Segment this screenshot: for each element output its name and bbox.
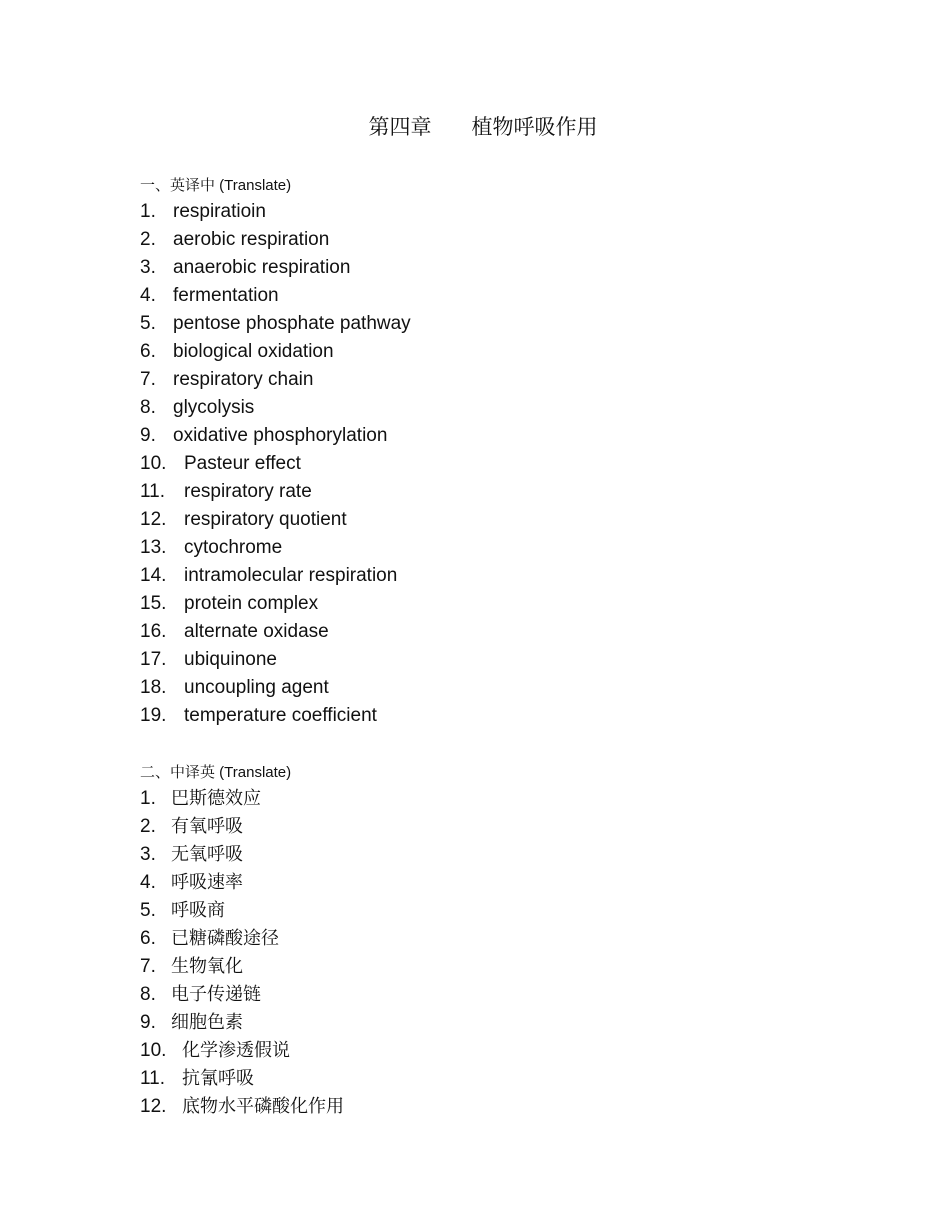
term-list xyxy=(140,785,840,1121)
item-term: aerobic respiration xyxy=(173,229,330,250)
item-number: 19. xyxy=(140,705,167,726)
item-number: 16. xyxy=(140,621,167,642)
list-item xyxy=(140,478,840,506)
item-term: oxidative phosphorylation xyxy=(173,425,388,446)
item-number: 14. xyxy=(140,565,167,586)
list-item xyxy=(140,702,840,730)
item-number: 11. xyxy=(140,1068,166,1089)
list-item xyxy=(140,590,840,618)
list-item xyxy=(140,953,840,981)
item-term: 电子传递链 xyxy=(171,984,261,1005)
section-heading-prefix: 一、英译中 xyxy=(140,176,216,194)
item-term: 巴斯德效应 xyxy=(171,788,261,809)
list-item xyxy=(140,841,840,869)
item-number: 4. xyxy=(140,872,156,893)
list-item xyxy=(140,1065,840,1093)
item-number: 5. xyxy=(140,900,156,921)
list-item xyxy=(140,422,840,450)
list-item xyxy=(140,618,840,646)
item-number: 7. xyxy=(140,956,156,977)
item-number: 10. xyxy=(140,1040,167,1061)
item-number: 5. xyxy=(140,313,156,334)
item-term: temperature coefficient xyxy=(184,705,377,726)
item-term: respiratioin xyxy=(173,201,266,222)
item-term: respiratory quotient xyxy=(184,509,347,530)
list-item xyxy=(140,1009,840,1037)
item-number: 11. xyxy=(140,481,166,502)
item-term: biological oxidation xyxy=(173,341,334,362)
item-number: 8. xyxy=(140,984,156,1005)
item-term: 无氧呼吸 xyxy=(171,844,243,865)
list-item xyxy=(140,925,840,953)
item-term: cytochrome xyxy=(184,537,283,558)
list-item xyxy=(140,869,840,897)
item-term: fermentation xyxy=(173,285,279,306)
item-number: 13. xyxy=(140,537,167,558)
item-number: 2. xyxy=(140,816,156,837)
list-item xyxy=(140,450,840,478)
list-item xyxy=(140,366,840,394)
item-number: 1. xyxy=(140,788,156,809)
list-item xyxy=(140,310,840,338)
list-item xyxy=(140,785,840,813)
page-title: 第四章 植物呼吸作用 xyxy=(368,115,598,139)
list-item xyxy=(140,981,840,1009)
item-term: pentose phosphate pathway xyxy=(173,313,411,334)
list-item xyxy=(140,646,840,674)
list-item xyxy=(140,198,840,226)
list-item xyxy=(140,897,840,925)
item-term: intramolecular respiration xyxy=(184,565,398,586)
item-number: 17. xyxy=(140,649,167,670)
item-term: 化学渗透假说 xyxy=(182,1040,290,1061)
item-number: 1. xyxy=(140,201,156,222)
item-term: 生物氧化 xyxy=(171,956,243,977)
list-item xyxy=(140,1037,840,1065)
section-heading xyxy=(140,175,840,195)
list-item xyxy=(140,1093,840,1121)
list-item xyxy=(140,674,840,702)
section-english-to-chinese xyxy=(140,175,840,730)
item-number: 15. xyxy=(140,593,167,614)
item-number: 18. xyxy=(140,677,167,698)
list-item xyxy=(140,562,840,590)
item-number: 2. xyxy=(140,229,156,250)
item-term: glycolysis xyxy=(173,397,255,418)
list-item xyxy=(140,254,840,282)
list-item xyxy=(140,813,840,841)
item-term: 底物水平磷酸化作用 xyxy=(182,1096,344,1117)
item-number: 7. xyxy=(140,369,156,390)
item-number: 8. xyxy=(140,397,156,418)
item-term: ubiquinone xyxy=(184,649,277,670)
item-term: respiratory chain xyxy=(173,369,314,390)
item-number: 6. xyxy=(140,928,156,949)
section-heading-suffix: (Translate) xyxy=(215,177,292,194)
item-number: 12. xyxy=(140,509,167,530)
item-number: 10. xyxy=(140,453,167,474)
item-number: 6. xyxy=(140,341,156,362)
item-number: 3. xyxy=(140,257,156,278)
item-term: Pasteur effect xyxy=(184,453,301,474)
list-item xyxy=(140,506,840,534)
item-term: 已糖磷酸途径 xyxy=(171,928,279,949)
item-term: alternate oxidase xyxy=(184,621,329,642)
section-heading-suffix: (Translate) xyxy=(215,764,292,781)
list-item xyxy=(140,534,840,562)
item-term: protein complex xyxy=(184,593,319,614)
item-term: respiratory rate xyxy=(184,481,312,502)
list-item xyxy=(140,282,840,310)
item-number: 4. xyxy=(140,285,156,306)
list-item xyxy=(140,338,840,366)
item-number: 9. xyxy=(140,425,156,446)
list-item xyxy=(140,394,840,422)
section-chinese-to-english xyxy=(140,762,840,1121)
item-term: 有氧呼吸 xyxy=(171,816,243,837)
item-term: uncoupling agent xyxy=(184,677,329,698)
item-number: 9. xyxy=(140,1012,156,1033)
list-item xyxy=(140,226,840,254)
item-term: 呼吸速率 xyxy=(171,872,243,893)
item-number: 3. xyxy=(140,844,156,865)
item-term: 呼吸商 xyxy=(171,900,225,921)
item-term: 抗氰呼吸 xyxy=(182,1068,254,1089)
item-term: anaerobic respiration xyxy=(173,257,351,278)
item-number: 12. xyxy=(140,1096,167,1117)
section-heading-prefix: 二、中译英 xyxy=(140,763,216,781)
item-term: 细胞色素 xyxy=(171,1012,243,1033)
section-heading xyxy=(140,762,840,782)
term-list xyxy=(140,198,840,730)
